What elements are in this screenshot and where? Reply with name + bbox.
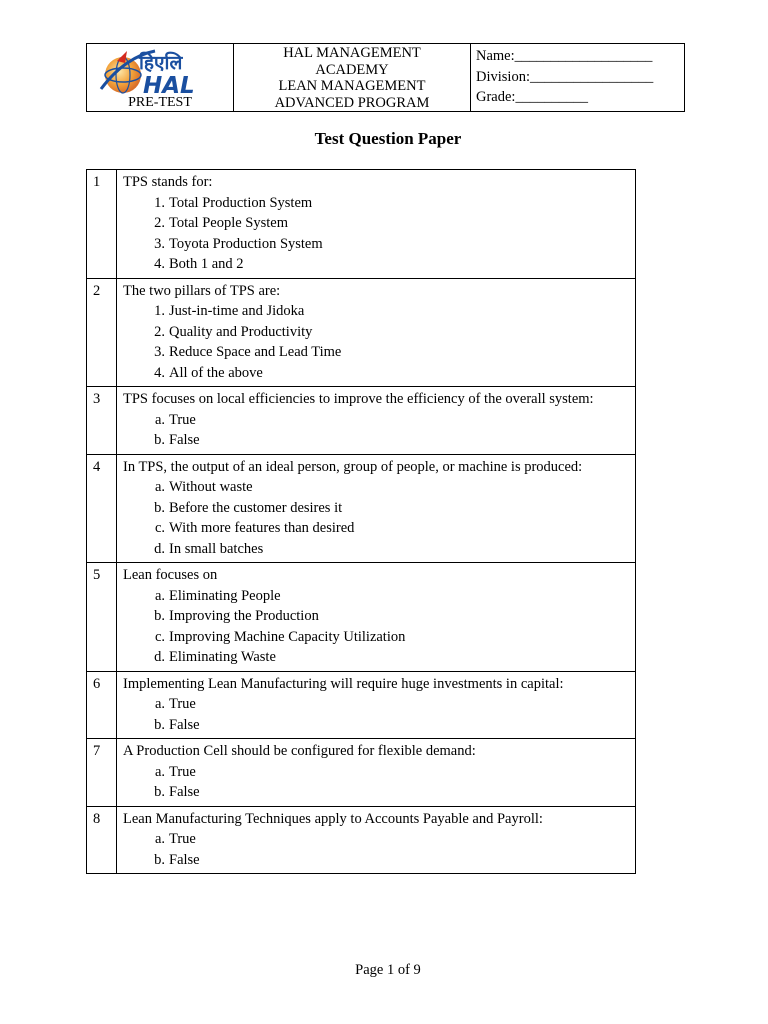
option-marker: b. xyxy=(154,716,165,733)
option-marker: 4. xyxy=(154,256,165,272)
option-item[interactable] xyxy=(123,694,629,715)
student-fields xyxy=(471,44,685,112)
option-item[interactable] xyxy=(123,193,629,214)
question-cell xyxy=(117,454,636,563)
question-text: A Production Cell should be configured for flexible demand: xyxy=(123,743,476,759)
option-item[interactable] xyxy=(123,782,629,803)
option-item[interactable] xyxy=(123,829,629,850)
option-marker: d. xyxy=(154,649,165,665)
question-row xyxy=(87,454,636,563)
option-text: False xyxy=(169,784,200,800)
option-list xyxy=(123,193,629,275)
question-number: 3 xyxy=(87,387,117,455)
option-item[interactable] xyxy=(123,715,629,736)
question-row xyxy=(87,739,636,807)
option-text: Both 1 and 2 xyxy=(169,256,244,272)
logo-hal-text: HAL xyxy=(143,73,195,97)
question-cell xyxy=(117,278,636,387)
option-text: Total People System xyxy=(169,215,289,231)
option-item[interactable] xyxy=(123,627,629,648)
question-text: Implementing Lean Manufacturing will require huge investments in capital: xyxy=(123,675,564,692)
option-marker: 2. xyxy=(154,215,165,231)
option-list xyxy=(123,694,629,735)
question-cell xyxy=(117,170,636,279)
option-item[interactable] xyxy=(123,301,629,322)
option-item[interactable] xyxy=(123,762,629,783)
option-item[interactable] xyxy=(123,363,629,384)
logo-hindi-text: हिएलि xyxy=(139,52,183,74)
option-item[interactable] xyxy=(123,322,629,343)
option-item[interactable] xyxy=(123,518,629,539)
option-text: Total Production System xyxy=(169,194,313,211)
question-cell xyxy=(117,739,636,807)
option-marker: c. xyxy=(154,520,165,536)
option-text: Toyota Production System xyxy=(169,235,323,252)
option-marker: a. xyxy=(154,479,165,495)
option-item[interactable] xyxy=(123,498,629,519)
question-text: Lean focuses on xyxy=(123,567,218,583)
option-text: Improving Machine Capacity Utilization xyxy=(169,628,406,645)
question-number: 6 xyxy=(87,671,117,739)
option-text: All of the above xyxy=(169,364,263,381)
option-text: Improving the Production xyxy=(169,608,319,624)
option-list xyxy=(123,762,629,803)
question-number: 5 xyxy=(87,563,117,672)
academy-line: HAL MANAGEMENT xyxy=(283,45,421,61)
option-text: False xyxy=(169,851,200,868)
option-text: True xyxy=(169,831,196,847)
logo-cell xyxy=(87,44,234,112)
option-marker: 2. xyxy=(154,323,165,340)
option-item[interactable] xyxy=(123,213,629,234)
question-text: In TPS, the output of an ideal person, group of people, or machine is produced: xyxy=(123,458,583,475)
option-list xyxy=(123,301,629,383)
option-marker: a. xyxy=(154,831,165,847)
question-cell xyxy=(117,387,636,455)
option-item[interactable] xyxy=(123,606,629,627)
option-item[interactable] xyxy=(123,477,629,498)
option-item[interactable] xyxy=(123,850,629,871)
option-marker: d. xyxy=(154,540,165,557)
option-item[interactable] xyxy=(123,342,629,363)
question-number: 4 xyxy=(87,454,117,563)
option-marker: a. xyxy=(154,411,165,428)
option-marker: b. xyxy=(154,784,165,800)
division-field[interactable]: Division:_________________ xyxy=(476,68,654,85)
option-marker: b. xyxy=(154,608,165,624)
academy-cell xyxy=(234,44,471,112)
question-row xyxy=(87,170,636,279)
option-marker: a. xyxy=(154,763,165,780)
academy-line: ADVANCED PROGRAM xyxy=(274,94,430,111)
question-number: 1 xyxy=(87,170,117,279)
question-row xyxy=(87,671,636,739)
question-row xyxy=(87,563,636,672)
option-text: True xyxy=(169,411,196,428)
option-list xyxy=(123,477,629,559)
option-text: Quality and Productivity xyxy=(169,323,313,340)
question-text: TPS stands for: xyxy=(123,174,213,190)
question-cell xyxy=(117,671,636,739)
question-number: 2 xyxy=(87,278,117,387)
option-text: False xyxy=(169,432,200,448)
option-marker: b. xyxy=(154,851,165,868)
question-cell xyxy=(117,806,636,874)
option-marker: b. xyxy=(154,499,165,516)
question-number: 8 xyxy=(87,806,117,874)
page-number: Page 1 of 9 xyxy=(355,962,421,978)
option-text: Before the customer desires it xyxy=(169,499,343,516)
option-text: Just-in-time and Jidoka xyxy=(169,303,305,319)
question-number: 7 xyxy=(87,739,117,807)
hal-logo-icon xyxy=(95,47,225,97)
option-text: In small batches xyxy=(169,540,264,557)
question-text: TPS focuses on local efficiencies to improve the efficiency of the overall system: xyxy=(123,391,594,407)
option-text: Without waste xyxy=(169,479,253,495)
question-cell xyxy=(117,563,636,672)
option-marker: c. xyxy=(154,628,165,645)
grade-field[interactable]: Grade:__________ xyxy=(476,89,588,105)
option-item[interactable] xyxy=(123,539,629,560)
question-row xyxy=(87,387,636,455)
option-marker: 1. xyxy=(154,194,165,211)
option-text: False xyxy=(169,716,200,733)
option-marker: 3. xyxy=(154,344,165,360)
page-title: Test Question Paper xyxy=(314,129,462,148)
option-text: True xyxy=(169,763,196,780)
option-list xyxy=(123,410,629,451)
name-field[interactable]: Name:___________________ xyxy=(476,48,653,64)
option-item[interactable] xyxy=(123,647,629,668)
option-item[interactable] xyxy=(123,410,629,431)
option-list xyxy=(123,829,629,870)
question-text: Lean Manufacturing Techniques apply to Accounts Payable and Payroll: xyxy=(123,810,543,827)
option-marker: 4. xyxy=(154,364,165,381)
option-list xyxy=(123,586,629,668)
question-row xyxy=(87,278,636,387)
option-item[interactable] xyxy=(123,254,629,275)
header-table xyxy=(86,43,685,112)
option-marker: 1. xyxy=(154,303,165,319)
option-marker: b. xyxy=(154,432,165,448)
questions-table xyxy=(86,169,636,874)
option-item[interactable] xyxy=(123,234,629,255)
pretest-label: PRE-TEST xyxy=(128,95,192,110)
academy-line: ACADEMY xyxy=(315,61,389,78)
academy-line: LEAN MANAGEMENT xyxy=(278,78,426,94)
option-marker: a. xyxy=(154,696,165,712)
question-text: The two pillars of TPS are: xyxy=(123,282,281,299)
option-marker: a. xyxy=(154,587,165,604)
option-marker: 3. xyxy=(154,235,165,252)
question-row xyxy=(87,806,636,874)
option-text: True xyxy=(169,696,196,712)
option-text: Reduce Space and Lead Time xyxy=(169,344,342,360)
option-item[interactable] xyxy=(123,430,629,451)
option-item[interactable] xyxy=(123,586,629,607)
option-text: With more features than desired xyxy=(169,520,355,536)
hal-logo xyxy=(95,47,225,97)
option-text: Eliminating People xyxy=(169,587,281,604)
option-text: Eliminating Waste xyxy=(169,649,276,665)
